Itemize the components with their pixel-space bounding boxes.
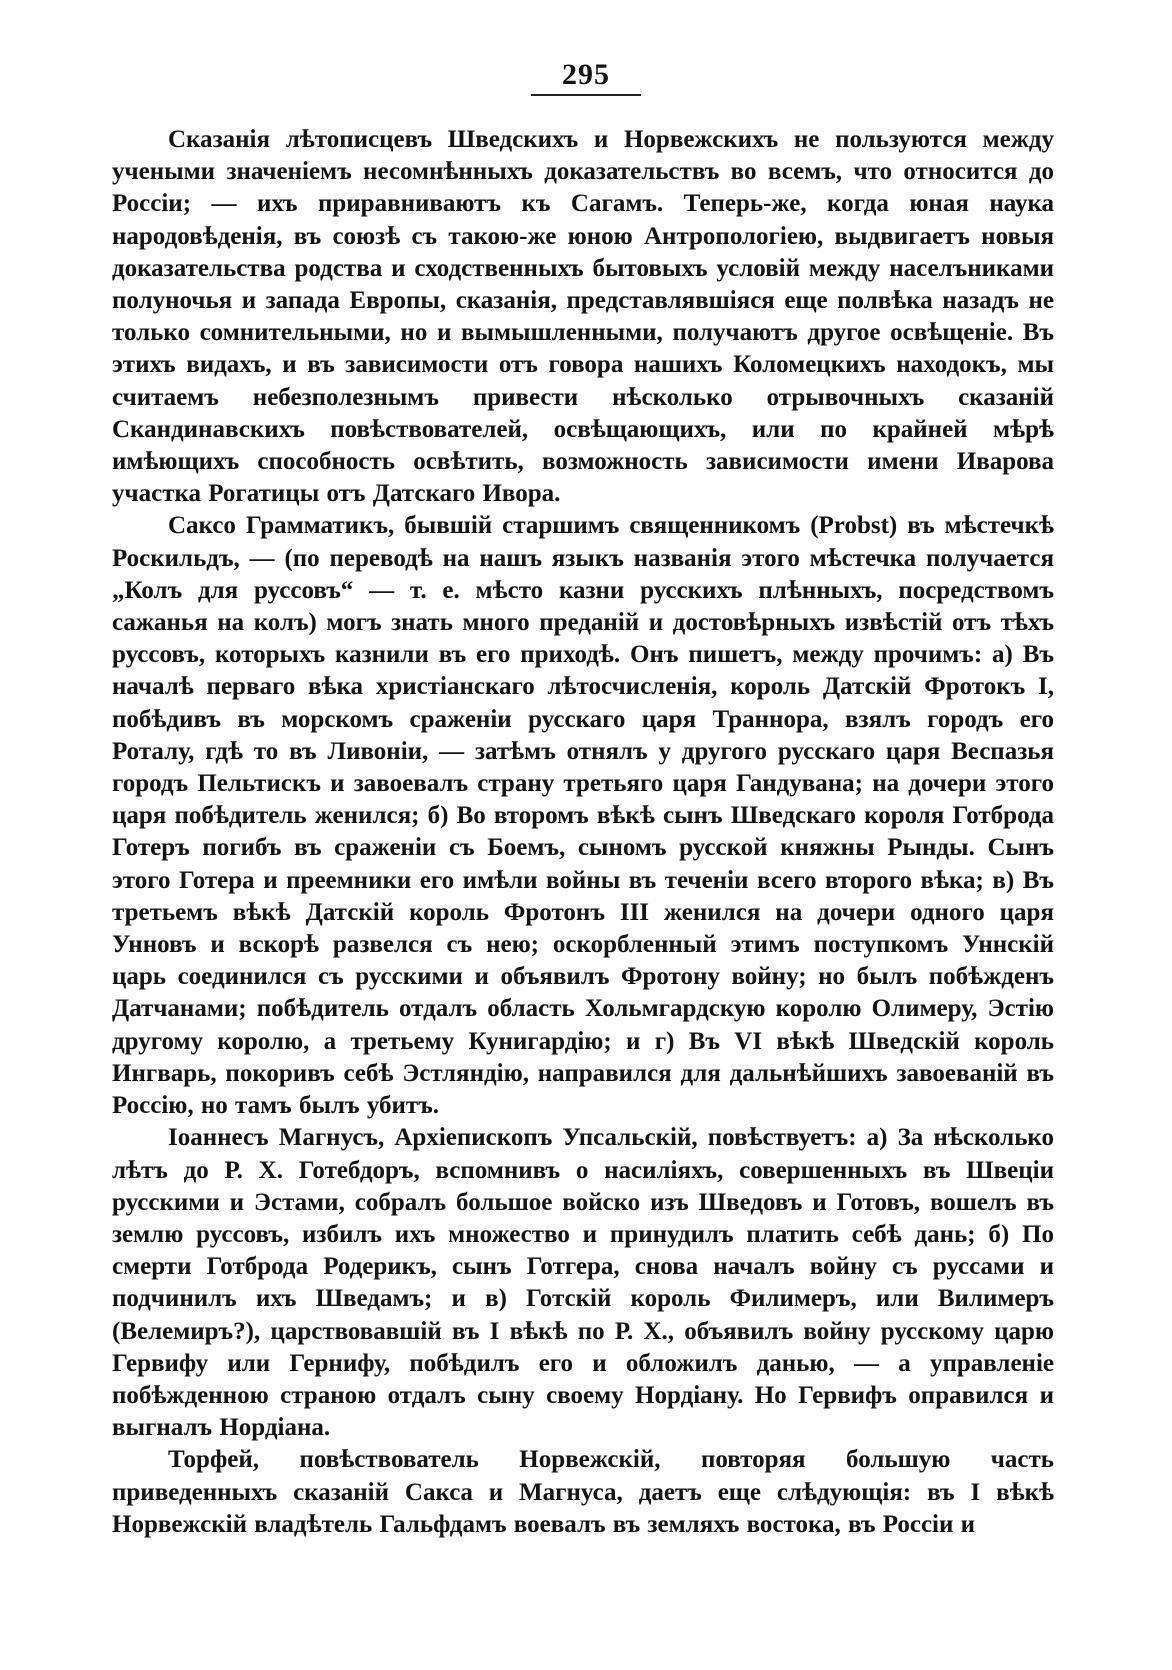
paragraph-torfaeus: Торфей, повѣствователь Норвежскій, повторяя большую часть приведенныхъ сказаній Саксa и Магнуса, даетъ еще слѣдующія: въ I вѣкѣ Норвежскій владѣтель Гальфдамъ воевалъ въ земляхъ востока, въ Россіи и	[112, 1446, 1054, 1538]
body-text	[112, 124, 1054, 1541]
paragraph-magnus: Іоаннесъ Магнусъ, Архіепископъ Упсальскій, повѣствуетъ: а) За нѣсколько лѣтъ до Р. Х. Готебдоръ, вспомнивъ о насиліяхъ, совершенныхъ въ Швеціи русскими и Эстами, собралъ большое войско изъ Шведовъ и Готовъ, вошелъ въ землю руссовъ, избилъ ихъ множество и принудилъ платить себѣ дань; б) По смерти Готброда Родерикъ, сынъ Готгера, снова началъ войну съ руссами и подчинилъ ихъ Шведамъ; и в) Готскій король Филимеръ, или Вилимеръ (Велемиръ?), царствовавшій въ I вѣкѣ по Р. Х., объявилъ войну русскому царю Гервифу или Гернифу, побѣдилъ его и обложилъ данью, — а управленіе побѣжденною страною отдалъ сыну своему Нордіану. Но Гервифъ оправился и выгналъ Нордіана.	[112, 1124, 1054, 1442]
paragraph-chronicles: Сказанія лѣтописцевъ Шведскихъ и Норвежскихъ не пользуются между учеными значеніемъ несомнѣнныхъ доказательствъ во всемъ, что относится до Россіи; — ихъ приравниваютъ къ Сагамъ. Теперь-же, когда юная наука народовѣденія, въ союзѣ съ такою-же юною Антропологіею, выдвигаетъ новыя доказательства родства и сходственныхъ бытовыхъ условій между населъниками полуночья и запада Европы, сказанія, представлявшіяся еще полвѣка назадъ не только сомнительными, но и вымышленными, получаютъ другое освѣщеніе. Въ этихъ видахъ, и въ зависимости отъ говора нашихъ Коломецкихъ находокъ, мы считаемъ небезполезнымъ привести нѣсколько отрывочныхъ сказаній Скандинавскихъ повѣствователей, освѣщающихъ, или по крайней мѣрѣ имѣющихъ способность освѣтить, возможность зависимости имени Иварова участка Рогатицы отъ Датскаго Ивора.	[112, 126, 1054, 508]
page-header	[0, 58, 1172, 96]
paragraph-saxo: Саксо Грамматикъ, бывшій старшимъ священникомъ (Probst) въ мѣстечкѣ Роскильдъ, — (по переводѣ на нашъ языкъ названія этого мѣстечка получается „Колъ для руссовъ“ — т. е. мѣсто казни русскихъ плѣнныхъ, посредствомъ сажанья на колъ) могъ знать много преданій и достовѣрныхъ извѣстій отъ тѣхъ руссовъ, которыхъ казнили въ его приходѣ. Онъ пишетъ, между прочимъ: а) Въ началѣ перваго вѣка христіанскаго лѣтосчисленія, король Датскій Фротокъ I, побѣдивъ въ морскомъ сраженіи русскаго царя Траннора, взялъ городъ его Роталу, гдѣ то въ Ливоніи, — затѣмъ отнялъ у другого русскаго царя Веспазья городъ Пельтискъ и завоевалъ страну третьяго царя Гандувана; на дочери этого царя побѣдитель женился; б) Во второмъ вѣкѣ сынъ Шведскаго короля Готброда Готеръ погибъ въ сраженіи съ Боемъ, сыномъ русской княжны Рынды. Сынъ этого Готера и преемники его имѣли войны въ теченіи всего второго вѣка; в) Въ третьемъ вѣкѣ Датскій король Фротонъ III женился на дочери одного царя Унновъ и вскорѣ развелся съ нею; оскорбленный этимъ поступкомъ Уннскій царь соединился съ русскими и объявилъ Фротону войну; но былъ побѣжденъ Датчанами; побѣдитель отдалъ область Хольмгардскую королю Олимеру, Эстію другому королю, а третьему Кунигардію; и г) Въ VI вѣкѣ Шведскій король Ингварь, покоривъ себѣ Эстляндію, направился для дальнѣйшихъ завоеваній въ Россію, но тамъ былъ убитъ.	[112, 512, 1054, 1120]
page-number: 295	[531, 58, 641, 96]
